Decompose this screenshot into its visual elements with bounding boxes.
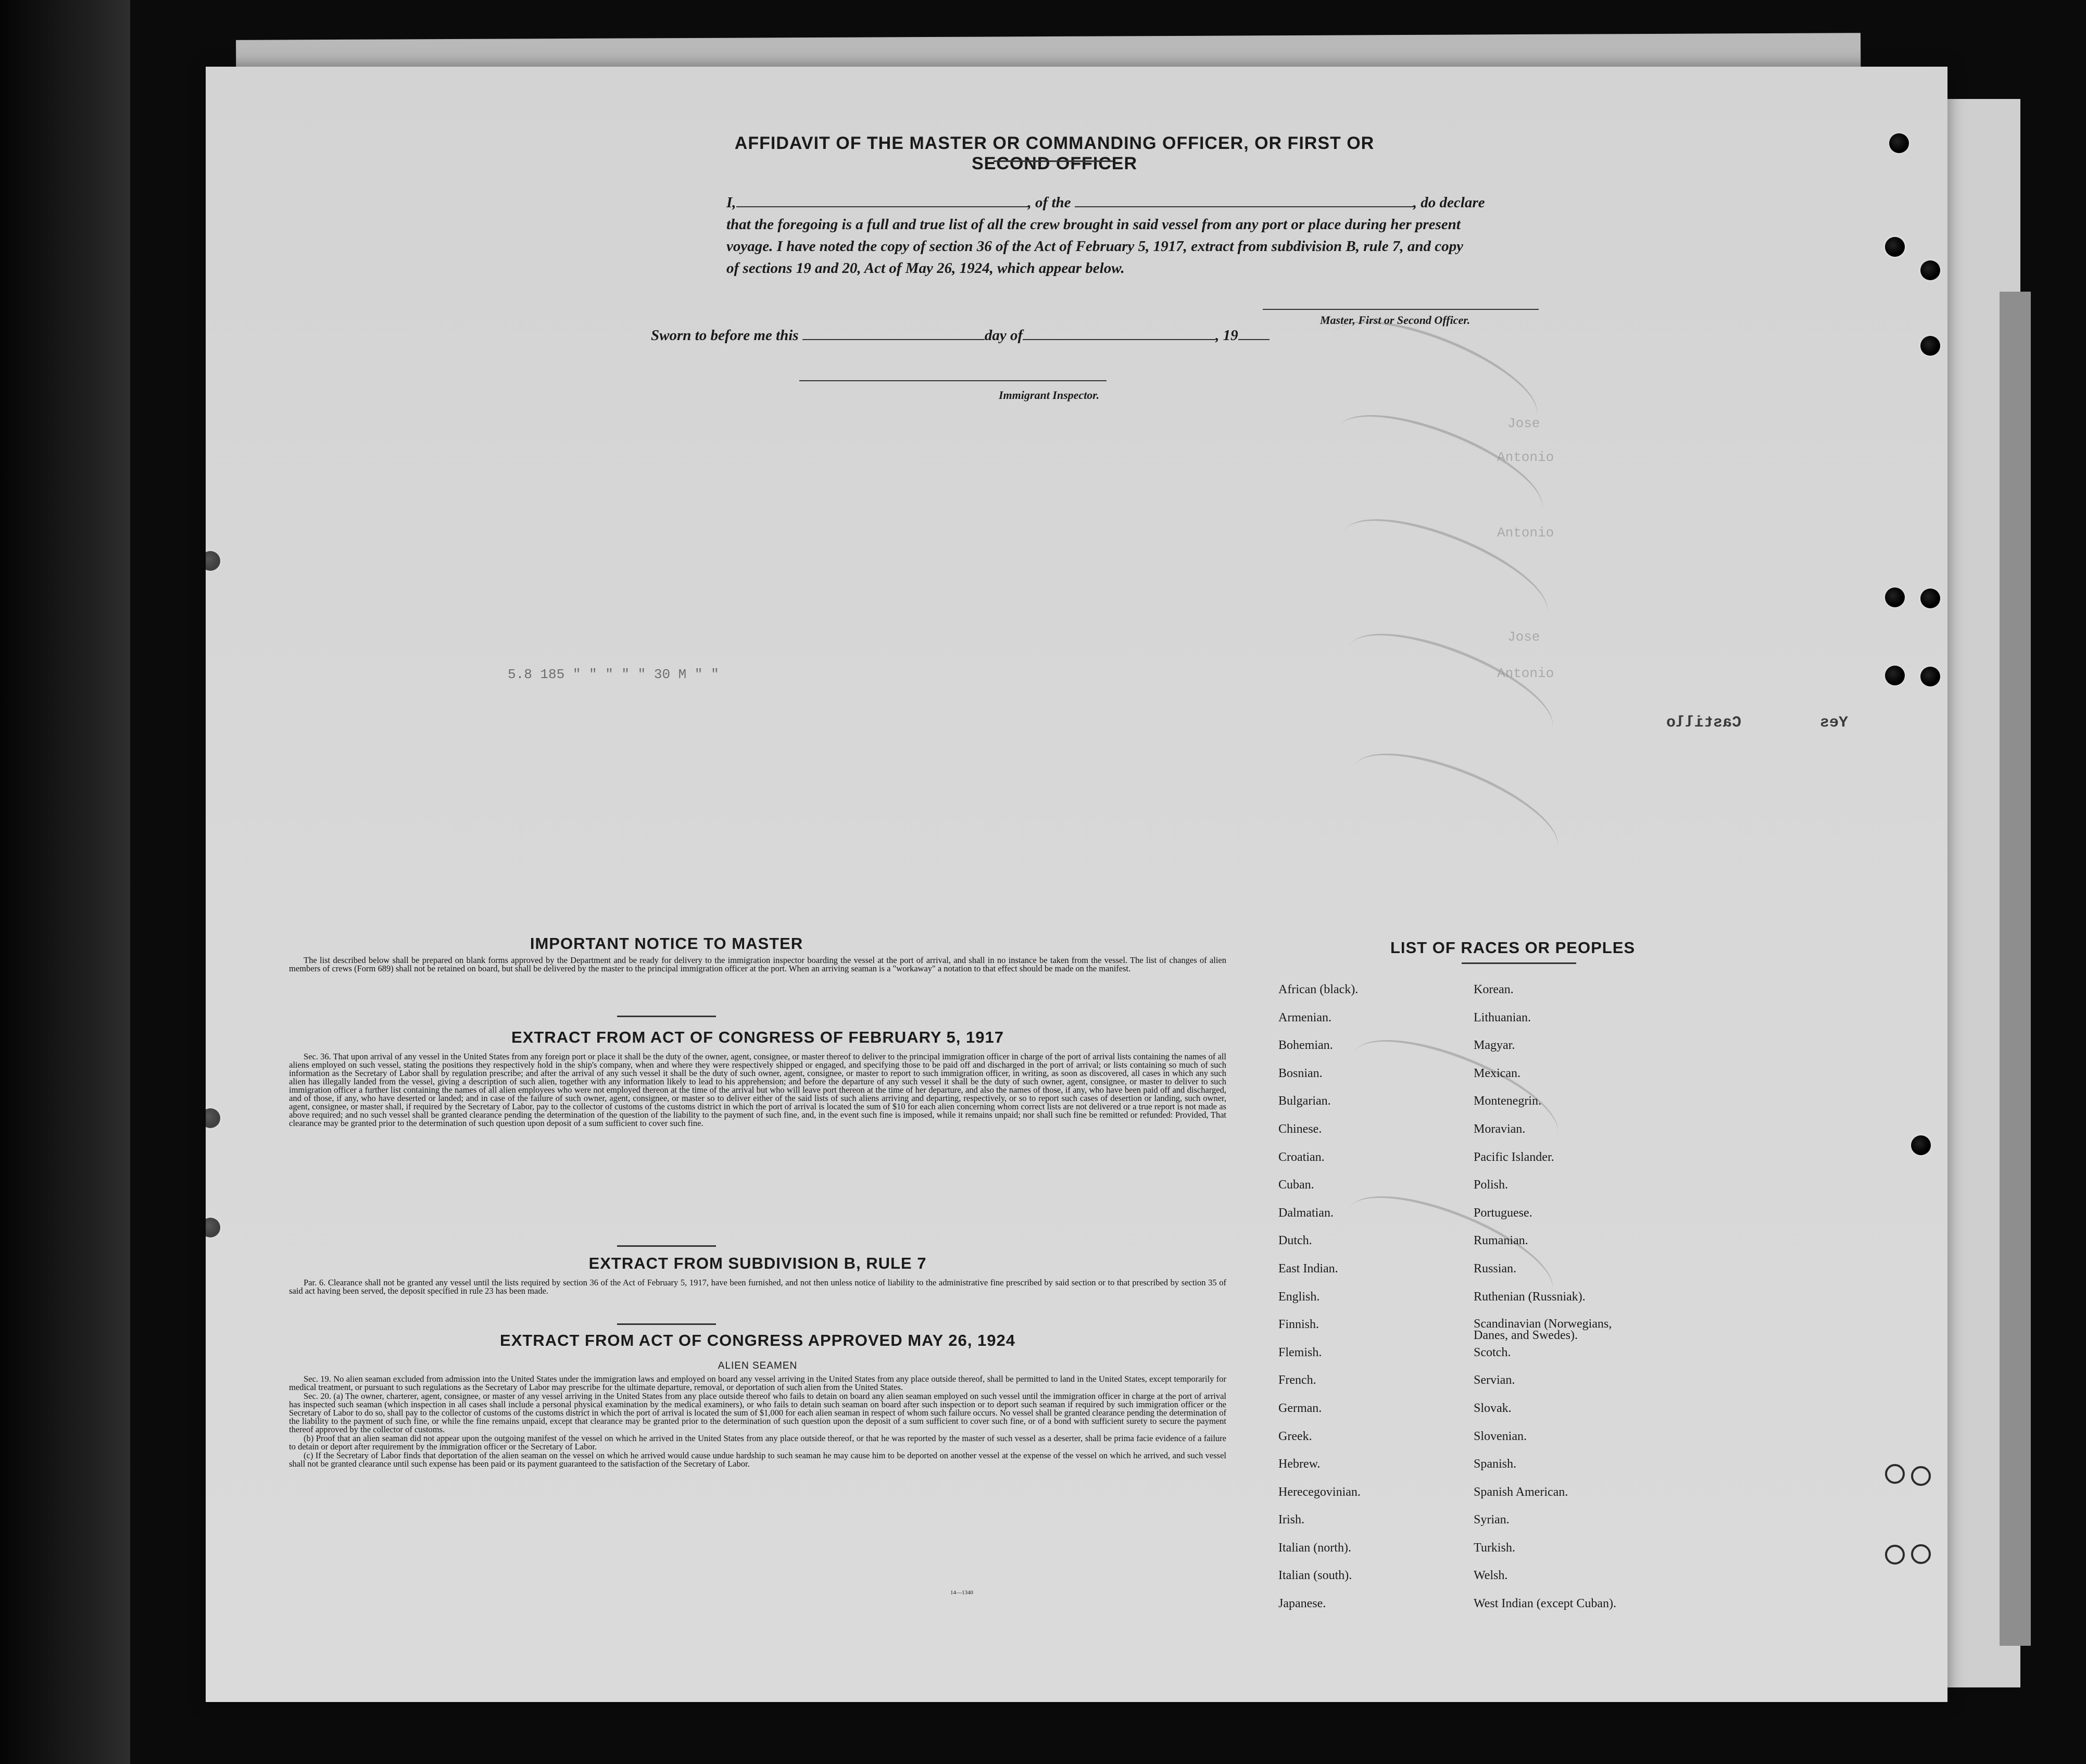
race-item: Lithuanian. xyxy=(1474,1010,1531,1024)
race-item: Dalmatian. xyxy=(1278,1206,1334,1220)
races-title: LIST OF RACES OR PEOPLES xyxy=(1390,939,1636,957)
bleed-row: 5.8 185 " " " " " 30 M " " xyxy=(508,667,719,682)
manifest-page xyxy=(206,67,1947,1702)
race-item: Cuban. xyxy=(1278,1178,1314,1192)
race-item: Scotch. xyxy=(1474,1345,1511,1359)
section-rule xyxy=(617,1245,716,1247)
sec-19-paragraph: Sec. 19. No alien seaman excluded from admission into the United States under the immigration laws and employed on board any vessel arriving in the United States from any place outside thereof, shall be permitted to land in the United States, except temporarily for medical treatment, or pursuant to such regulations as the Secretary of Labor may prescribe for the ultimate departure, removal, or deportation of such alien from the United States. xyxy=(289,1374,1226,1392)
punch-hole-icon xyxy=(1885,237,1905,257)
affidavit-title: AFFIDAVIT OF THE MASTER OR COMMANDING OFFICER, OR FIRST OR SECOND OFFICER xyxy=(734,133,1375,173)
races-list-left xyxy=(1278,983,1361,1625)
race-item: Russian. xyxy=(1474,1261,1517,1275)
inspector-signature-line[interactable] xyxy=(799,380,1107,381)
inspector-signature-caption: Immigrant Inspector. xyxy=(999,389,1100,402)
sec-20b-paragraph: (b) Proof that an alien seaman did not appear upon the outgoing manifest of the vessel on which he arrived in the United States from any place outside thereof, or that he was reported by the master of such vessel as a deserter, shall be prima facie evidence of a failure to detain or deport after requirement by the immigration officer or the Secretary of Labor. xyxy=(289,1433,1226,1452)
race-item: Rumanian. xyxy=(1474,1234,1528,1248)
race-item: Dutch. xyxy=(1278,1234,1312,1248)
race-item: Armenian. xyxy=(1278,1010,1331,1024)
sec-20a-paragraph: Sec. 20. (a) The owner, charterer, agent, consignee, or master of any vessel arriving in the United States from any place outside thereof who fails to detain on board any alien seaman employed on such vessel until the immigration officer in charge at the port of arrival has inspected such seaman (which inspection in all cases shall include a personal physical examination by the medical examiners), or who fails to detain such seaman on board after such inspection or to deport such seaman if required by such immigration officer or the Secretary of Labor to do so, shall pay to the collector of customs of the customs district in which the port of arrival is located the sum of $1,000 for each alien seaman in respect of whom such failure occurs. No vessel shall be granted clearance pending the determination of the liability to the payment of such fine, or while the fine remains unpaid, except that clearance may be granted prior to the determination of such question upon the deposit of a sum sufficient to cover such fine, or of a bond with sufficient surety to secure the payment thereof approved by the collector of customs. xyxy=(289,1391,1226,1434)
notice-title: IMPORTANT NOTICE TO MASTER xyxy=(530,934,803,953)
title-rule xyxy=(994,160,1113,162)
race-item: African (black). xyxy=(1278,983,1359,996)
races-list-right xyxy=(1474,983,1645,1625)
race-item: Croatian. xyxy=(1278,1150,1325,1164)
race-item: Polish. xyxy=(1474,1178,1509,1192)
section-rule xyxy=(617,1016,716,1017)
race-item: Slovenian. xyxy=(1474,1429,1527,1443)
declaration-of-the: , of the xyxy=(1027,194,1071,211)
punch-hole-icon xyxy=(206,551,220,571)
master-signature-line[interactable] xyxy=(1263,309,1539,310)
year-prefix: , 19 xyxy=(1215,327,1238,344)
extract-rule7-title: EXTRACT FROM SUBDIVISION B, RULE 7 xyxy=(588,1254,927,1272)
bleed-name: Antonio xyxy=(1497,666,1554,681)
extract-1924-text xyxy=(289,1375,1226,1469)
bleed-surname: Castillo xyxy=(1666,714,1742,732)
races-rule xyxy=(1462,962,1576,964)
par-6-paragraph: Par. 6. Clearance shall not be granted any vessel until the lists required by section 36 of the Act of February 5, 1917, have been furnished, and not then unless notice of liability to the administrative fine prescribed by said section or to that prescribed by section 35 of said act having been served, the deposit specified in rule 23 has been made. xyxy=(289,1278,1226,1296)
bleed-name: Antonio xyxy=(1497,525,1554,541)
sworn-line xyxy=(651,327,1270,344)
extract-1924-title: EXTRACT FROM ACT OF CONGRESS APPROVED MAY 26, 1924 xyxy=(500,1331,1015,1349)
race-item: English. xyxy=(1278,1290,1320,1304)
race-item: Slovak. xyxy=(1474,1401,1512,1415)
extract-1917-text xyxy=(289,1053,1226,1128)
race-item: Welsh. xyxy=(1474,1569,1508,1583)
race-item: Moravian. xyxy=(1474,1122,1526,1136)
race-item: Spanish. xyxy=(1474,1457,1517,1471)
race-item: Bulgarian. xyxy=(1278,1094,1331,1108)
race-item: Magyar. xyxy=(1474,1039,1515,1053)
race-item: Herecegovinian. xyxy=(1278,1485,1361,1499)
declaration-line-3: voyage. I have noted the copy of section 36 of the Act of February 5, 1917, extract from subdivision B, rule 7, and copy xyxy=(726,238,1463,255)
notice-text xyxy=(289,956,1226,973)
race-item: Flemish. xyxy=(1278,1345,1322,1359)
race-item: Portuguese. xyxy=(1474,1206,1532,1220)
race-item: Chinese. xyxy=(1278,1122,1322,1136)
punch-hole-icon xyxy=(1885,587,1905,607)
punch-hole-icon xyxy=(1911,1135,1931,1155)
race-item: Pacific Islander. xyxy=(1474,1150,1554,1164)
punch-hole-icon xyxy=(1885,1545,1905,1565)
race-item: East Indian. xyxy=(1278,1261,1338,1275)
race-item: Turkish. xyxy=(1474,1541,1515,1555)
sworn-day-blank[interactable] xyxy=(802,339,985,340)
race-item: Servian. xyxy=(1474,1373,1515,1387)
name-blank[interactable] xyxy=(736,206,1028,207)
notice-paragraph: The list described below shall be prepared on blank forms approved by the Department and be ready for delivery to the immigration inspector boarding the vessel at the port of arrival, and shall in no instance be taken from the vessel. The list of changes of alien members of crews (Form 689) shall not be retained on board, but shall be delivered by the master to the principal immigration officer at the port. When an arriving seaman is a "workaway" a notation to that effect should be made on the manifest. xyxy=(289,955,1226,973)
race-item: Italian (south). xyxy=(1278,1569,1352,1583)
race-item: Greek. xyxy=(1278,1429,1312,1443)
punch-hole-icon xyxy=(1885,1464,1905,1484)
race-item: Japanese. xyxy=(1278,1597,1326,1611)
underlying-sheet-edge xyxy=(2000,292,2031,1646)
alien-seamen-subtitle: ALIEN SEAMEN xyxy=(718,1360,798,1371)
extract-1917-title: EXTRACT FROM ACT OF CONGRESS OF FEBRUARY 5, 1917 xyxy=(511,1028,1004,1046)
sworn-year-blank[interactable] xyxy=(1238,339,1270,340)
race-item: Irish. xyxy=(1278,1513,1304,1527)
race-item: Bohemian. xyxy=(1278,1039,1333,1053)
section-rule xyxy=(617,1323,716,1325)
race-item: Hebrew. xyxy=(1278,1457,1321,1471)
punch-hole-icon xyxy=(1911,1544,1931,1564)
sec-36-paragraph: Sec. 36. That upon arrival of any vessel in the United States from any foreign port or place it shall be the duty of the owner, agent, consignee, or master thereof to deliver to the principal immigration officer in charge of the port of arrival lists containing the names of all aliens employed on such vessel, stating the positions they respectively hold in the ship's company, when and where they were respectively shipped or engaged, and specifying those to be paid off and discharged in the port of arrival; or lists containing so much of such information as the Secretary of Labor shall by regulation prescribe; and after the arrival of any such vessel it shall be the duty of such owner, agent, consignee, or master to report to such immigration officer, in writing, as soon as discovered, all cases in which any such alien has illegally landed from the vessel, giving a description of such alien, together with any information likely to lead to his apprehension; and before the departure of any such vessel it shall be the duty of such owner, agent, consignee, or master to deliver to such immigration officer a further list containing the names of all alien employees who were not employed thereon at the time of the arrival but who will leave port thereon at the time of her departure, and also the names of those, if any, who have been paid off and discharged, and of those, if any, who have deserted or landed; and in case of the failure of such owner, agent, consignee, or master so to deliver either of the said lists of such aliens arriving and departing, respectively, or so to report such cases of desertion or landing, such owner, agent, consignee, or master shall, if required by the Secretary of Labor, pay to the collector of customs of the customs district in which the port of arrival is located the sum of $10 for each alien concerning whom correct lists are not delivered or a true report is not made as above required; and no such vessel shall be granted clearance pending the determination of the question of the liability to the payment of such fine, and, in the event such fine is imposed, while it remains unpaid; nor shall such fine be remitted or refunded: Provided, That clearance may be granted prior to the determination of such question upon deposit of a sum sufficient to cover such fine. xyxy=(289,1052,1226,1128)
extract-rule7-text xyxy=(289,1279,1226,1296)
race-item: West Indian (except Cuban). xyxy=(1474,1597,1616,1611)
sworn-month-blank[interactable] xyxy=(1023,339,1215,340)
race-item: Syrian. xyxy=(1474,1513,1510,1527)
declaration-i: I, xyxy=(726,194,736,211)
race-item: German. xyxy=(1278,1401,1322,1415)
punch-hole-icon xyxy=(1911,1466,1931,1486)
declaration-do-declare: , do declare xyxy=(1413,194,1485,211)
bleed-name: Antonio xyxy=(1497,449,1554,465)
vessel-blank[interactable] xyxy=(1075,206,1413,207)
race-item: Mexican. xyxy=(1474,1066,1520,1080)
day-of-text: day of xyxy=(984,327,1023,344)
declaration-line-2: that the foregoing is a full and true list of all the crew brought in said vessel from any port or place during her present xyxy=(726,216,1461,233)
punch-hole-icon xyxy=(1885,666,1905,685)
punch-hole-icon xyxy=(1920,336,1940,356)
punch-hole-icon xyxy=(1920,589,1940,608)
race-item: Scandinavian (Norwegians, Danes, and Swedes). xyxy=(1474,1317,1612,1343)
punch-hole-icon xyxy=(206,1108,220,1128)
punch-hole-icon xyxy=(1889,133,1909,153)
bleed-name: Jose xyxy=(1507,629,1540,645)
declaration-line-4: of sections 19 and 20, Act of May 26, 1924, which appear below. xyxy=(726,260,1125,277)
race-item: Korean. xyxy=(1474,983,1514,996)
punch-hole-icon xyxy=(1920,667,1940,686)
race-item: Ruthenian (Russniak). xyxy=(1474,1290,1586,1304)
sec-20c-paragraph: (c) If the Secretary of Labor finds that deportation of the alien seaman on the vessel on which he arrived would cause undue hardship to such seaman he may cause him to be deported on another vessel at the expense of the vessel on which he arrived, and such vessel shall not be granted clearance until such expense has been paid or its payment guaranteed to the satisfaction of the Secretary of Labor. xyxy=(289,1450,1226,1469)
form-number: 14—1340 xyxy=(950,1590,973,1596)
race-item: Finnish. xyxy=(1278,1318,1320,1332)
master-signature-caption: Master, First or Second Officer. xyxy=(1320,314,1471,327)
punch-hole-icon xyxy=(206,1218,220,1237)
bleed-yes: Yes xyxy=(1820,714,1849,732)
film-border xyxy=(0,0,130,1764)
race-item: Montenegrin. xyxy=(1474,1094,1541,1108)
declaration-line-1 xyxy=(726,194,1485,211)
race-item: Spanish American. xyxy=(1474,1485,1568,1499)
race-item: Italian (north). xyxy=(1278,1541,1351,1555)
bleed-name: Jose xyxy=(1507,416,1540,431)
race-item: French. xyxy=(1278,1373,1316,1387)
sworn-text: Sworn to before me this xyxy=(651,327,799,344)
race-item: Bosnian. xyxy=(1278,1066,1323,1080)
punch-hole-icon xyxy=(1920,260,1940,280)
